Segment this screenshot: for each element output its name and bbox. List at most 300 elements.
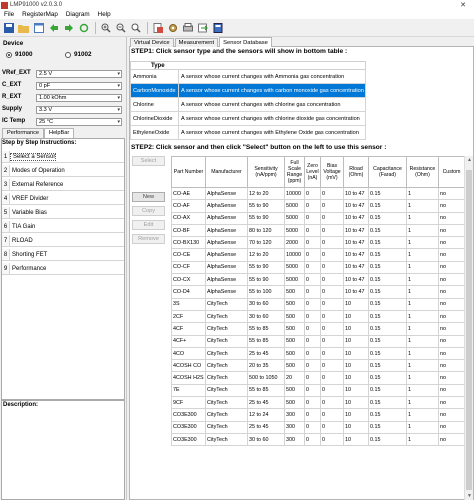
table-cell: CO-D4 <box>172 286 206 298</box>
table-cell: 1 <box>407 224 439 236</box>
table-cell: 1 <box>407 286 439 298</box>
table-cell: 12 to 24 <box>248 409 285 421</box>
scroll-down-icon[interactable]: ▼ <box>467 493 472 499</box>
table-cell: 5000 <box>285 274 305 286</box>
table-cell: 5000 <box>285 200 305 212</box>
type-description: A sensor whose current changes with carbon monoxide gas concentration <box>179 84 366 98</box>
table-cell: 0.15 <box>369 397 407 409</box>
table-cell: 0.15 <box>369 433 407 445</box>
table-cell: 500 <box>285 323 305 335</box>
save-icon <box>4 23 14 33</box>
table-cell: 55 to 85 <box>248 323 285 335</box>
table-cell: no <box>439 298 465 310</box>
table-cell: CityTech <box>206 310 248 322</box>
table-cell: 0 <box>305 421 321 433</box>
table-cell: 10 <box>344 347 369 359</box>
table-cell: 0.15 <box>369 200 407 212</box>
table-cell: 0.15 <box>369 421 407 433</box>
step-label: VREF Divider <box>12 195 49 202</box>
table-row[interactable] <box>172 212 465 224</box>
table-cell: AlphaSense <box>206 212 248 224</box>
table-row[interactable] <box>172 409 465 421</box>
table-cell: CO3E300 <box>172 433 206 445</box>
write-button[interactable] <box>62 21 75 34</box>
scroll-thumb[interactable] <box>466 170 472 490</box>
chevron-down-icon: ▾ <box>117 95 120 101</box>
step-item[interactable] <box>2 179 124 191</box>
sensor-column-header[interactable]: Part Number <box>172 157 206 188</box>
printer-icon <box>183 23 193 33</box>
table-cell: 1 <box>407 249 439 261</box>
table-cell: 10 <box>344 433 369 445</box>
table-cell: 20 <box>285 372 305 384</box>
table-cell: no <box>439 347 465 359</box>
device-91000-radio[interactable] <box>6 51 33 60</box>
sensor-column-header[interactable]: Full Scale Range (ppm) <box>285 157 305 188</box>
table-cell: CO3E300 <box>172 421 206 433</box>
type-row[interactable] <box>131 112 366 126</box>
step2-instruction: STEP2: Click sensor and then click "Select" button on the left to use this sensor : <box>131 144 387 151</box>
table-row[interactable] <box>172 433 465 445</box>
table-cell: no <box>439 224 465 236</box>
table-cell: 80 to 120 <box>248 224 285 236</box>
step-label: TIA Gain <box>12 223 36 230</box>
type-description: A sensor whose current changes with Ammonia gas concentration <box>179 70 366 84</box>
step-number: 5 <box>2 207 10 218</box>
table-cell: 1 <box>407 188 439 200</box>
step-item[interactable] <box>2 249 124 261</box>
table-cell: 10 to 47 <box>344 212 369 224</box>
table-cell: CO-CE <box>172 249 206 261</box>
table-cell: no <box>439 310 465 322</box>
step-item[interactable] <box>2 207 124 219</box>
vref-value: 2.5 V <box>39 71 53 77</box>
type-column-header: Type <box>131 62 366 70</box>
table-cell: no <box>439 323 465 335</box>
table-cell: 10 <box>344 360 369 372</box>
table-cell: CO-AF <box>172 200 206 212</box>
select-button[interactable]: Select <box>132 156 165 166</box>
table-cell: 0 <box>305 224 321 236</box>
step-number: 6 <box>2 221 10 232</box>
table-cell: 70 to 120 <box>248 237 285 249</box>
table-row[interactable] <box>172 335 465 347</box>
table-cell: 0 <box>321 372 344 384</box>
table-cell: 0 <box>305 335 321 347</box>
step-number: 4 <box>2 193 10 204</box>
table-cell: 0 <box>305 409 321 421</box>
table-cell: 10 <box>344 335 369 347</box>
sensor-table-scrollbar[interactable] <box>464 156 473 500</box>
table-row[interactable] <box>172 237 465 249</box>
table-cell: 0 <box>321 249 344 261</box>
window-icon <box>34 23 44 33</box>
sensor-column-header[interactable]: Bias Voltage (mV) <box>321 157 344 188</box>
tab-sensor-database[interactable]: Sensor Database <box>219 37 272 47</box>
table-cell: no <box>439 421 465 433</box>
table-cell: 55 to 90 <box>248 212 285 224</box>
table-cell: 0 <box>305 323 321 335</box>
zoom-fit-button[interactable] <box>129 21 142 34</box>
chevron-down-icon: ▾ <box>117 71 120 77</box>
table-cell: 1 <box>407 200 439 212</box>
sensor-column-header[interactable]: Zero Level (nA) <box>305 157 321 188</box>
type-row[interactable] <box>131 70 366 84</box>
table-cell: 0 <box>305 397 321 409</box>
device-91002-radio[interactable] <box>65 51 92 60</box>
table-cell: no <box>439 335 465 347</box>
table-cell: 10 to 47 <box>344 224 369 236</box>
table-cell: 500 to 1050 <box>248 372 285 384</box>
radio-checked-icon <box>6 52 12 58</box>
table-row[interactable] <box>172 397 465 409</box>
table-cell: 0 <box>321 335 344 347</box>
table-cell: 0.15 <box>369 384 407 396</box>
table-cell: no <box>439 237 465 249</box>
table-cell: 0.15 <box>369 286 407 298</box>
table-cell: 1 <box>407 347 439 359</box>
zoom-out-button[interactable] <box>114 21 127 34</box>
table-cell: no <box>439 433 465 445</box>
table-cell: CityTech <box>206 397 248 409</box>
table-cell: no <box>439 274 465 286</box>
menu-file[interactable]: File <box>4 11 15 18</box>
table-cell: no <box>439 212 465 224</box>
view-button[interactable] <box>32 21 45 34</box>
supply-label: Supply <box>2 106 23 112</box>
table-cell: 500 <box>285 298 305 310</box>
table-cell: 30 to 60 <box>248 298 285 310</box>
table-cell: 0.15 <box>369 310 407 322</box>
table-cell: 0 <box>321 409 344 421</box>
table-cell: 0 <box>321 310 344 322</box>
remove-button[interactable]: Remove <box>132 234 165 244</box>
table-cell: 0 <box>321 360 344 372</box>
table-row[interactable] <box>172 224 465 236</box>
table-cell: 0 <box>305 433 321 445</box>
table-cell: 3S <box>172 298 206 310</box>
type-description: A sensor whose current changes with Ethylene Oxide gas concentration <box>179 126 366 140</box>
description-label: Description: <box>3 402 39 408</box>
table-cell: no <box>439 261 465 273</box>
device-91000-label: 91000 <box>15 51 33 58</box>
table-cell: CO-AE <box>172 188 206 200</box>
ictemp-label: IC Temp <box>2 118 26 124</box>
table-row[interactable] <box>172 200 465 212</box>
table-cell: 4COSH H2S <box>172 372 206 384</box>
table-cell: 0 <box>305 360 321 372</box>
table-cell: 0 <box>305 261 321 273</box>
table-cell: 25 to 45 <box>248 397 285 409</box>
step-number: 8 <box>2 249 10 260</box>
table-cell: CO-BF <box>172 224 206 236</box>
table-cell: 0.15 <box>369 237 407 249</box>
type-row[interactable] <box>131 126 366 140</box>
type-name: Ammonia <box>131 70 179 84</box>
sensor-column-header[interactable]: Capacitance (Farad) <box>369 157 407 188</box>
table-cell: 500 <box>285 397 305 409</box>
ictemp-value: 25 °C <box>39 119 54 125</box>
table-cell: 10 <box>344 421 369 433</box>
table-row[interactable] <box>172 188 465 200</box>
table-cell: CO-CF <box>172 261 206 273</box>
refresh-button[interactable] <box>77 21 90 34</box>
table-cell: 10 <box>344 298 369 310</box>
table-cell: 5000 <box>285 261 305 273</box>
export-icon <box>198 23 208 33</box>
step-item[interactable] <box>2 263 124 275</box>
table-row[interactable] <box>172 249 465 261</box>
arrow-right-icon <box>64 23 74 33</box>
table-cell: 0.15 <box>369 409 407 421</box>
sensor-column-header[interactable]: Custom <box>439 157 465 188</box>
table-cell: no <box>439 188 465 200</box>
table-cell: AlphaSense <box>206 274 248 286</box>
table-cell: no <box>439 249 465 261</box>
table-cell: no <box>439 397 465 409</box>
table-cell: 10 to 47 <box>344 286 369 298</box>
menu-registermap[interactable]: RegisterMap <box>22 11 58 18</box>
export-button[interactable] <box>196 21 209 34</box>
sensor-column-header[interactable]: Sensitivity (nA/ppm) <box>248 157 285 188</box>
table-row[interactable] <box>172 421 465 433</box>
type-description: A sensor whose current changes with chlorine gas concentration <box>179 98 366 112</box>
description-panel <box>1 400 125 500</box>
table-cell: 10 to 47 <box>344 249 369 261</box>
menu-diagram[interactable]: Diagram <box>65 11 90 18</box>
sensor-type-table <box>130 61 366 140</box>
table-cell: 10 to 47 <box>344 237 369 249</box>
table-cell: 0 <box>305 274 321 286</box>
table-cell: 0 <box>305 286 321 298</box>
table-row[interactable] <box>172 360 465 372</box>
table-cell: 0.15 <box>369 298 407 310</box>
table-cell: 1 <box>407 384 439 396</box>
print-preview-button[interactable] <box>151 21 164 34</box>
vref-label: VRef_EXT <box>2 70 31 76</box>
table-row[interactable] <box>172 274 465 286</box>
table-cell: 0 <box>321 421 344 433</box>
table-row[interactable] <box>172 261 465 273</box>
table-cell: 25 to 45 <box>248 421 285 433</box>
help-button[interactable] <box>211 21 224 34</box>
device-91002-label: 91002 <box>74 51 92 58</box>
table-cell: 0.15 <box>369 360 407 372</box>
table-cell: 0 <box>305 298 321 310</box>
read-button[interactable] <box>47 21 60 34</box>
table-cell: 300 <box>285 409 305 421</box>
device-label: Device <box>3 40 24 47</box>
table-cell: 0 <box>305 212 321 224</box>
gear-icon <box>168 23 178 33</box>
table-cell: 1 <box>407 372 439 384</box>
table-cell: 10 <box>344 323 369 335</box>
table-cell: 5000 <box>285 212 305 224</box>
table-cell: 0 <box>321 347 344 359</box>
table-cell: CO-AX <box>172 212 206 224</box>
table-cell: 10 <box>344 372 369 384</box>
ictemp-dropdown[interactable] <box>36 118 122 126</box>
table-cell: 0 <box>321 237 344 249</box>
edit-button[interactable]: Edit <box>132 220 165 230</box>
table-cell: 30 to 60 <box>248 433 285 445</box>
table-cell: 55 to 100 <box>248 286 285 298</box>
close-icon: ✕ <box>460 2 466 9</box>
step-item[interactable] <box>2 235 124 247</box>
table-cell: 0 <box>321 212 344 224</box>
table-cell: AlphaSense <box>206 200 248 212</box>
table-cell: 0 <box>321 433 344 445</box>
step-item[interactable] <box>2 165 124 177</box>
table-cell: 10 <box>344 397 369 409</box>
step-item[interactable] <box>2 221 124 233</box>
table-cell: 500 <box>285 310 305 322</box>
step1-instruction: STEP1: Click sensor type and the sensors will show in bottom table : <box>131 48 348 55</box>
sensor-column-header[interactable]: Manufacturer <box>206 157 248 188</box>
table-cell: 1 <box>407 421 439 433</box>
step-label: Modes of Operation <box>12 167 65 174</box>
table-cell: 10000 <box>285 188 305 200</box>
table-cell: 1 <box>407 397 439 409</box>
vref-dropdown[interactable] <box>36 70 122 78</box>
table-cell: 7E <box>172 384 206 396</box>
left-tabs <box>2 128 74 138</box>
table-cell: 10 <box>344 310 369 322</box>
table-row[interactable] <box>172 347 465 359</box>
open-folder-button[interactable] <box>17 21 30 34</box>
arrow-left-icon <box>49 23 59 33</box>
table-cell: AlphaSense <box>206 237 248 249</box>
sensor-column-header[interactable]: Resistance (Ohm) <box>407 157 439 188</box>
step-number: 2 <box>2 165 10 176</box>
table-cell: 4COSH CO <box>172 360 206 372</box>
table-cell: 500 <box>285 360 305 372</box>
table-cell: 0.15 <box>369 323 407 335</box>
step-item[interactable] <box>2 151 124 163</box>
sensor-column-header[interactable]: Rload (Ohm) <box>344 157 369 188</box>
step-label: Select a Sensor <box>10 153 56 161</box>
table-cell: 0 <box>321 200 344 212</box>
table-cell: 10 <box>344 384 369 396</box>
table-row[interactable] <box>172 384 465 396</box>
table-cell: AlphaSense <box>206 249 248 261</box>
tab-virtual-device[interactable]: Virtual Device <box>130 38 174 47</box>
table-row[interactable] <box>172 372 465 384</box>
tab-performance[interactable]: Performance <box>2 128 44 138</box>
table-cell: no <box>439 384 465 396</box>
table-cell: 0 <box>321 323 344 335</box>
table-cell: 1 <box>407 335 439 347</box>
table-cell: 55 to 85 <box>248 384 285 396</box>
table-cell: 1 <box>407 237 439 249</box>
steps-list <box>1 138 125 400</box>
save-button[interactable] <box>2 21 15 34</box>
table-row[interactable] <box>172 323 465 335</box>
copy-button[interactable]: Copy <box>132 206 165 216</box>
table-cell: 0.15 <box>369 274 407 286</box>
table-cell: 20 to 35 <box>248 360 285 372</box>
table-cell: 10 to 47 <box>344 274 369 286</box>
scroll-up-icon[interactable]: ▲ <box>467 157 472 163</box>
table-cell: CityTech <box>206 323 248 335</box>
zoom-in-button[interactable] <box>99 21 112 34</box>
table-cell: 55 to 85 <box>248 335 285 347</box>
table-cell: 10 to 47 <box>344 200 369 212</box>
table-cell: 1 <box>407 323 439 335</box>
menu-help[interactable]: Help <box>97 11 111 18</box>
table-cell: 0 <box>305 188 321 200</box>
table-row[interactable] <box>172 310 465 322</box>
type-row-selected[interactable] <box>131 84 366 98</box>
cext-label: C_EXT <box>2 82 22 88</box>
app-icon <box>1 2 8 9</box>
toolbar-separator <box>147 22 148 34</box>
chevron-down-icon: ▾ <box>117 119 120 125</box>
table-cell: 25 to 45 <box>248 347 285 359</box>
table-cell: 0 <box>305 237 321 249</box>
table-cell: 0 <box>321 188 344 200</box>
folder-icon <box>18 23 29 33</box>
table-cell: 1 <box>407 261 439 273</box>
step-label: Shorting FET <box>12 251 48 258</box>
table-cell: 1 <box>407 310 439 322</box>
settings-button[interactable] <box>166 21 179 34</box>
tab-helpbar[interactable]: HelpBar <box>44 128 74 138</box>
table-cell: 0 <box>305 384 321 396</box>
table-cell: AlphaSense <box>206 224 248 236</box>
table-cell: CityTech <box>206 433 248 445</box>
table-cell: 0 <box>305 200 321 212</box>
close-window-button[interactable] <box>452 0 474 10</box>
table-cell: 0 <box>321 384 344 396</box>
table-cell: 0 <box>321 224 344 236</box>
table-cell: 500 <box>285 286 305 298</box>
step-label: RLOAD <box>12 237 33 244</box>
table-cell: 10 <box>344 409 369 421</box>
table-cell: 1 <box>407 360 439 372</box>
table-cell: 300 <box>285 433 305 445</box>
step-item[interactable] <box>2 193 124 205</box>
step-number: 3 <box>2 179 10 190</box>
table-cell: 0.15 <box>369 224 407 236</box>
new-button[interactable]: New <box>132 192 165 202</box>
cext-dropdown[interactable] <box>36 82 122 90</box>
chevron-down-icon: ▾ <box>117 83 120 89</box>
rext-label: R_EXT <box>2 94 22 100</box>
table-cell: no <box>439 360 465 372</box>
radio-unchecked-icon <box>65 52 71 58</box>
table-cell: 2000 <box>285 237 305 249</box>
type-name: ChlorineDioxide <box>131 112 179 126</box>
table-cell: 5000 <box>285 224 305 236</box>
supply-dropdown[interactable] <box>36 106 122 114</box>
table-cell: CO-CX <box>172 274 206 286</box>
table-cell: 0 <box>321 286 344 298</box>
table-cell: 0.15 <box>369 372 407 384</box>
table-cell: 0 <box>305 372 321 384</box>
table-row[interactable] <box>172 286 465 298</box>
table-cell: 0 <box>305 347 321 359</box>
rext-dropdown[interactable] <box>36 94 122 102</box>
table-row[interactable] <box>172 298 465 310</box>
table-cell: 10000 <box>285 249 305 261</box>
print-button[interactable] <box>181 21 194 34</box>
type-row[interactable] <box>131 98 366 112</box>
type-description: A sensor whose current changes with chlorine dioxide gas concentration <box>179 112 366 126</box>
tab-measurement[interactable]: Measurement <box>175 38 218 47</box>
table-cell: 12 to 20 <box>248 188 285 200</box>
table-cell: 55 to 90 <box>248 200 285 212</box>
